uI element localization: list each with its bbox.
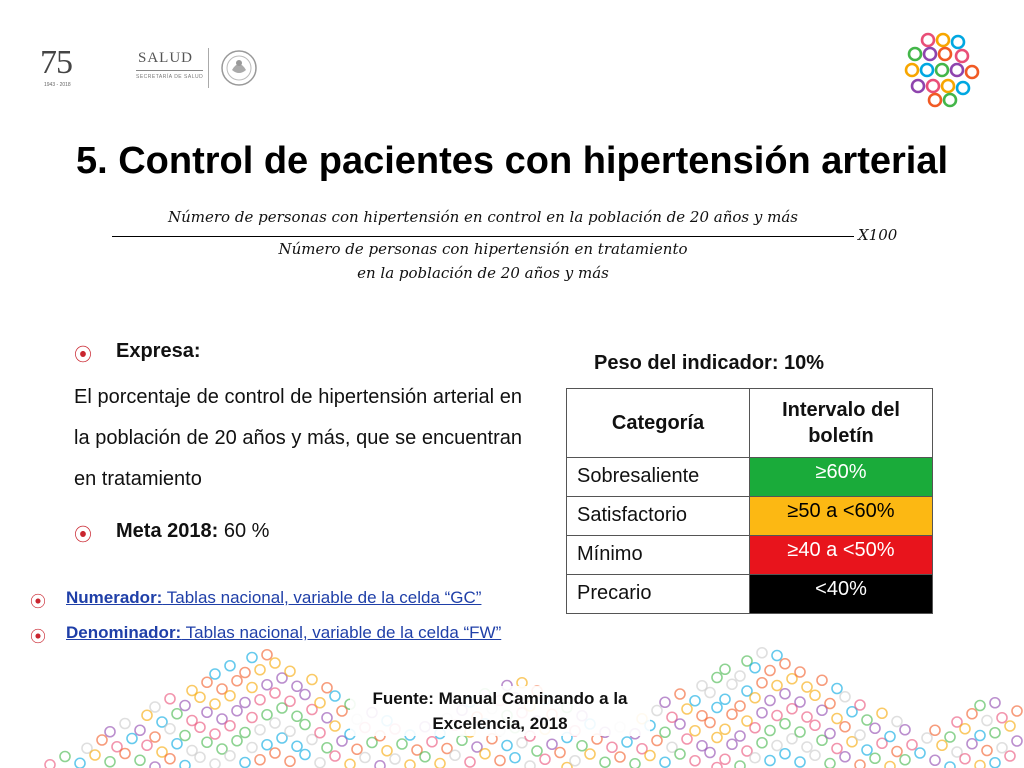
source-line2: Excelencia, 2018 — [432, 714, 568, 733]
formula-numerator: Número de personas con hipertensión en control en la población de 20 años y más — [168, 208, 798, 226]
header-interval: Intervalo del boletín — [750, 389, 933, 458]
meta-bullet-icon: ⦿ — [74, 525, 92, 545]
meta-value: 60 % — [218, 520, 270, 542]
category-table — [566, 388, 933, 614]
logo-salud-text: SALUD — [138, 50, 194, 66]
table-header-row — [567, 389, 933, 458]
range-cell: ≥60% — [750, 458, 933, 497]
range-cell: <40% — [750, 575, 933, 614]
header-category: Categoría — [567, 389, 750, 458]
range-cell: ≥50 a <60% — [750, 497, 933, 536]
table-row — [567, 575, 933, 614]
meta-line — [116, 520, 269, 543]
salud-logo — [40, 44, 225, 94]
logo-75-number: 75 — [40, 44, 72, 81]
rings-logo-icon — [900, 32, 980, 108]
indicator-weight: Peso del indicador: 10% — [594, 352, 825, 374]
source-line1: Fuente: Manual Caminando a la — [372, 689, 628, 708]
expresa-label: Expresa: — [116, 340, 201, 362]
fraction-bar — [112, 236, 854, 237]
category-cell: Satisfactorio — [567, 497, 750, 536]
coat-of-arms-icon — [218, 48, 260, 88]
numerador-bullet-icon: ⦿ — [30, 594, 47, 611]
denominador-label: Denominador: — [66, 623, 182, 642]
source-note — [350, 686, 650, 736]
numerador-link[interactable] — [66, 588, 481, 608]
denominador-bullet-icon: ⦿ — [30, 629, 47, 646]
category-cell: Sobresaliente — [567, 458, 750, 497]
table-row — [567, 536, 933, 575]
denominador-text: Tablas nacional, variable de la celda “FW” — [181, 623, 502, 642]
range-cell: ≥40 a <50% — [750, 536, 933, 575]
meta-label: Meta 2018: — [116, 520, 219, 542]
logo-years: 1943 - 2018 — [44, 82, 71, 88]
formula-multiplier: X100 — [858, 226, 898, 244]
category-cell: Mínimo — [567, 536, 750, 575]
numerador-text: Tablas nacional, variable de la celda “GC” — [162, 588, 482, 607]
table-row — [567, 458, 933, 497]
logo-divider — [208, 48, 209, 88]
page-title: 5. Control de pacientes con hipertensión arterial — [75, 140, 949, 182]
table-row — [567, 497, 933, 536]
logo-secretaria-text: SECRETARÍA DE SALUD — [136, 70, 203, 80]
numerador-label: Numerador: — [66, 588, 163, 607]
expresa-description: El porcentaje de control de hipertensión arterial en la población de 20 años y más, que se encuentran en tratamiento — [74, 386, 522, 490]
formula-denominator-line1: Número de personas con hipertensión en tratamiento — [278, 240, 688, 258]
category-cell: Precario — [567, 575, 750, 614]
expresa-bullet-icon: ⦿ — [74, 345, 92, 365]
formula-denominator-line2: en la población de 20 años y más — [357, 264, 609, 282]
